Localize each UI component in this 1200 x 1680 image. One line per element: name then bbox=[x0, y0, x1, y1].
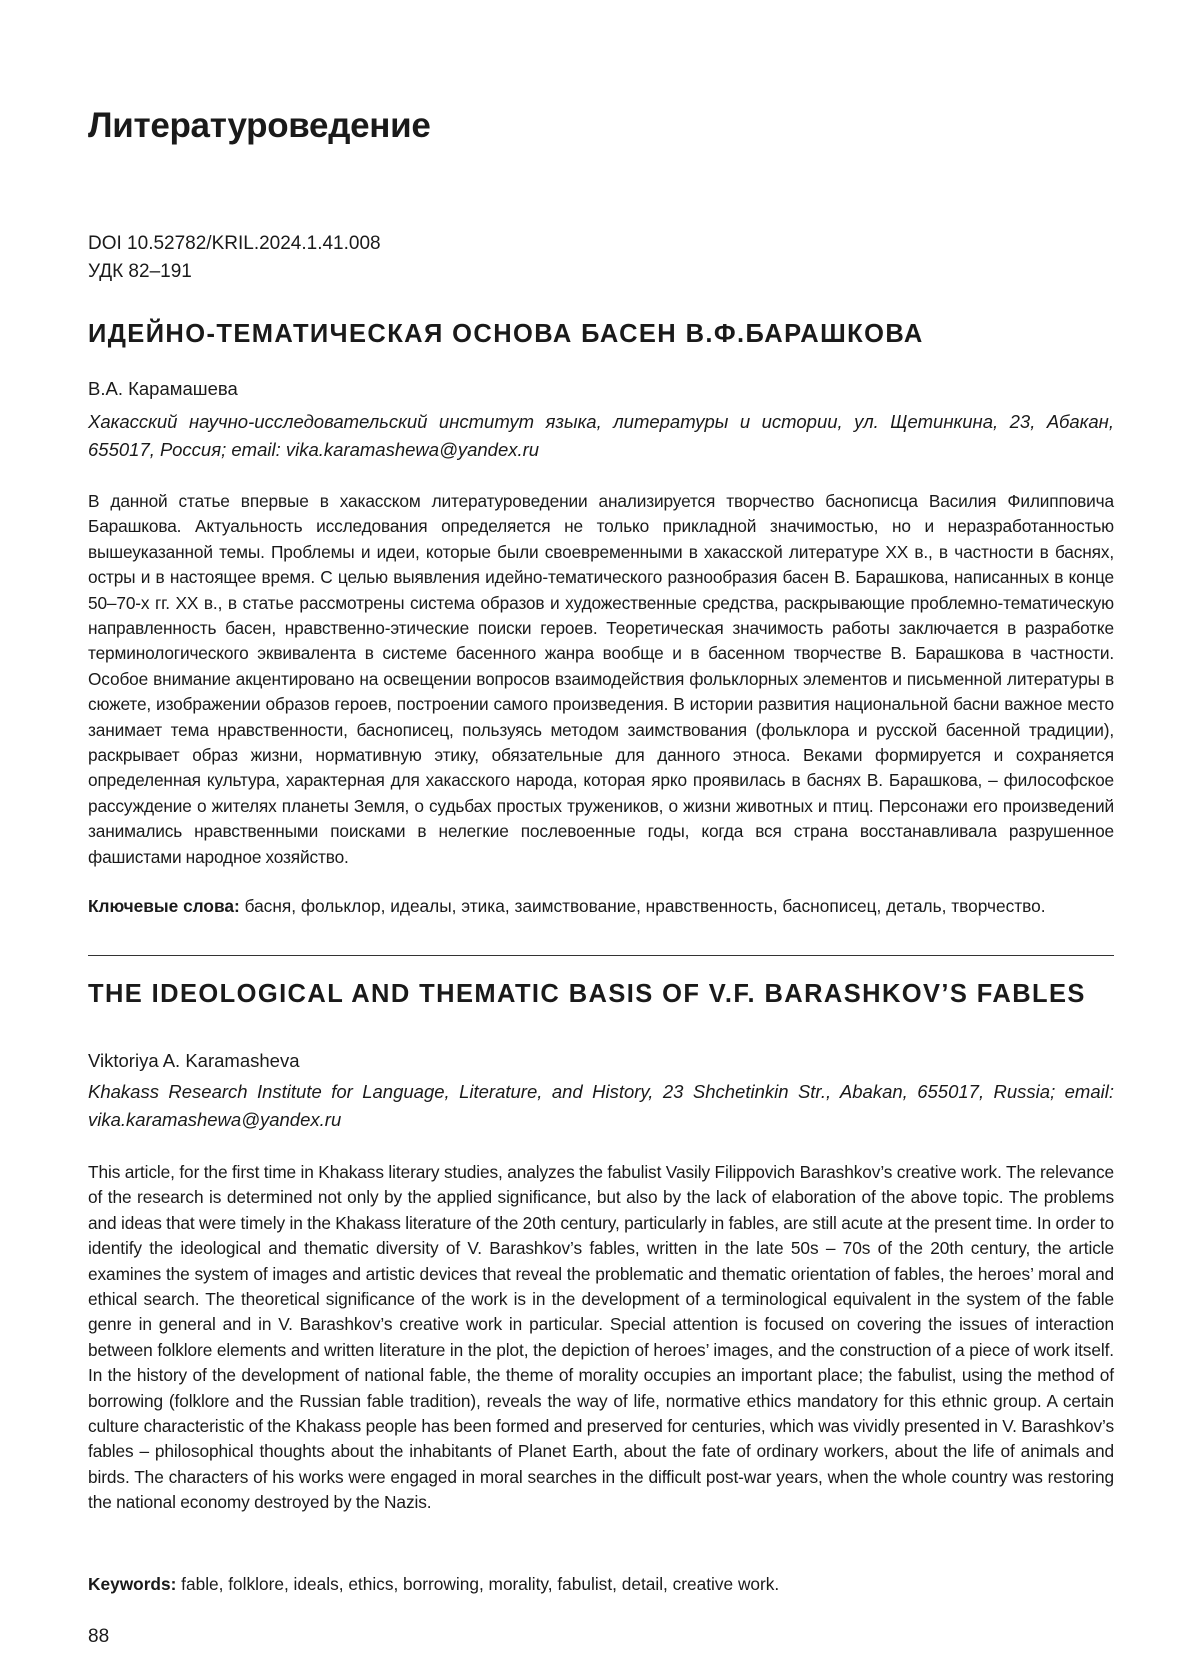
keywords-label-ru: Ключевые слова: bbox=[88, 896, 240, 916]
author-ru: В.А. Карамашева bbox=[88, 378, 238, 400]
keywords-ru bbox=[88, 893, 1114, 919]
doi: DOI 10.52782/KRIL.2024.1.41.008 bbox=[88, 230, 381, 258]
article-title-ru: ИДЕЙНО-ТЕМАТИЧЕСКАЯ ОСНОВА БАСЕН В.Ф.БАРАШКОВА bbox=[88, 320, 924, 349]
abstract-ru: В данной статье впервые в хакасском литературоведении анализируется творчество баснописца Василия Филиппо­вича Барашкова. Актуальность исследования определяется не только прикладной значимостью, но и нераз­работанностью вышеуказанной темы. Проблемы и идеи, которые были своевременными в хакасской литературе XX в., в частности в баснях, остры и в настоящее время. С целью выявления идейно-тематического разнообра­зия басен В. Барашкова, написанных в конце 50–70-х гг. XX в., в статье рассмотрены система образов и художе­ственные средства, раскрывающие проблемно-тематическую направленность басен, нравственно-этические поиски героев. Теоретическая значимость работы заключается в разработке терминологического эквивалента в системе басенного жанра вообще и в басенном творчестве В. Барашкова в частности. Особое внимание акцен­тировано на освещении вопросов взаимодействия фольклорных элементов и письменной литературы в сюжете, изображении образов героев, построении самого произведения. В истории развития национальной басни важ­ное место занимает тема нравственности, баснописец, пользуясь методом заимствования (фольклора и русской басенной традиции), раскрывает образ жизни, нормативную этику, обязательные для данного этноса. Веками формируется и сохраняется определенная культура, характерная для хакасского народа, которая ярко прояви­лась в баснях В. Барашкова, – философское рассуждение о жителях планеты Земля, о судьбах простых тружени­ков, о жизни животных и птиц. Персонажи его произведений занимались нравственными поисками в нелегкие послевоенные годы, когда вся страна восстанавливала разрушенное фашистами народное хозяйство. bbox=[88, 489, 1114, 870]
udk-code: УДК 82–191 bbox=[88, 258, 192, 286]
affiliation-en: Khakass Research Institute for Language, Literature, and History, 23 Shchetinkin Str., Abakan, 655017, Russia; email: vika.karamashewa@yandex.ru bbox=[88, 1078, 1114, 1134]
section-title: Литературоведение bbox=[88, 106, 431, 146]
page-number: 88 bbox=[88, 1626, 109, 1648]
keywords-list-ru: басня, фольклор, идеалы, этика, заимствование, нравственность, баснописец, деталь, творчество. bbox=[245, 896, 1046, 916]
section-divider bbox=[88, 955, 1114, 956]
abstract-en: This article, for the first time in Khakass literary studies, analyzes the fabulist Vasily Filippovich Barashkov’s creative work. The relevance of the research is determined not only by the applied significance, but also by the lack of elaboration of the above topic. The problems and ideas that were timely in the Khakass literature of the 20th century, particularly in fables, are still acute at the present time. In order to identify the ideological and thematic diversity of V. Barashkov’s fables, written in the late 50s – 70s of the 20th century, the article examines the system of images and artistic devices that reveal the problematic and thematic orientation of fables, the heroes’ moral and ethical search. The theoretical significance of the work is in the development of a terminological equivalent in the system of the fable genre in general and in V. Barashkov’s creative work in particular. Special attention is focused on covering the issues of interaction between folklore elements and written literature in the plot, the depiction of heroes’ images, and the construction of a piece of work itself. In the history of the development of national fable, the theme of morality occupies an important place; the fabulist, using the method of borrowing (folklore and the Russian fable tradition), reveals the way of life, normative ethics mandatory for this ethnic group. A certain culture characteristic of the Khakass people has been formed and preserved for centuries, which was vividly presented in V. Barashkov’s fables – philosophical thoughts about the inhabitants of Planet Earth, about the fate of ordinary workers, about the life of animals and birds. The characters of his works were engaged in moral searches in the difficult post-war years, when the whole country was restoring the national economy destroyed by the Nazis. bbox=[88, 1160, 1114, 1516]
keywords-label-en: Keywords: bbox=[88, 1574, 176, 1594]
keywords-list-en: fable, folklore, ideals, ethics, borrowing, morality, fabulist, detail, creative work. bbox=[181, 1574, 779, 1594]
article-title-en: THE IDEOLOGICAL AND THEMATIC BASIS OF V.F. BARASHKOV’S FABLES bbox=[88, 980, 1086, 1009]
keywords-en bbox=[88, 1571, 1114, 1597]
affiliation-ru: Хакасский научно-исследовательский институт языка, литературы и истории, ул. Щетинкина, 23, Абакан, 655017, Россия; email: vika.karamashewa@yandex.ru bbox=[88, 408, 1114, 464]
author-en: Viktoriya A. Karamasheva bbox=[88, 1050, 300, 1072]
